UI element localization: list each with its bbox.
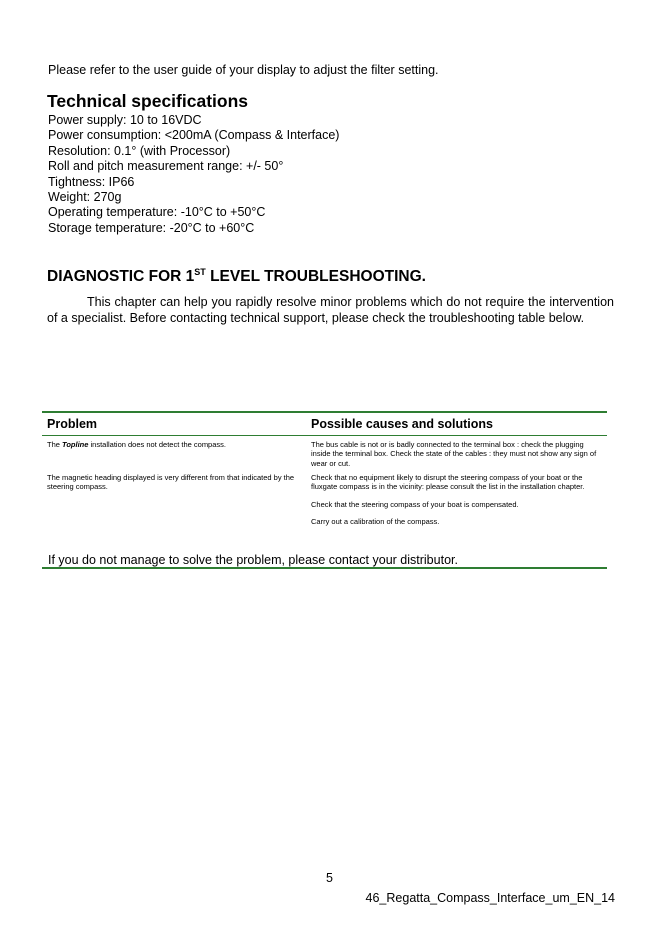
- spec-power-consumption: Power consumption: <200mA (Compass & Interface): [48, 128, 340, 143]
- intro-text: Please refer to the user guide of your display to adjust the filter setting.: [48, 63, 439, 77]
- table-row: [42, 436, 607, 473]
- topline-product-name: Topline: [62, 440, 89, 449]
- problem-cell: [42, 440, 311, 473]
- solution-text: Check that the steering compass of your boat is compensated.: [311, 499, 519, 509]
- problem-cell: The magnetic heading displayed is very different from that indicated by the steering compass.: [47, 473, 295, 492]
- diagnostic-heading-pre: DIAGNOSTIC FOR 1: [47, 268, 195, 285]
- spec-resolution: Resolution: 0.1° (with Processor): [48, 143, 231, 158]
- spec-tightness: Tightness: IP66: [48, 174, 135, 189]
- troubleshooting-table: [42, 411, 607, 569]
- diagnostic-heading: [47, 268, 426, 286]
- table-header-row: [42, 413, 607, 436]
- document-reference: 46_Regatta_Compass_Interface_um_EN_14: [365, 891, 615, 905]
- spec-power-supply: Power supply: 10 to 16VDC: [48, 113, 202, 127]
- problem-text-post: installation does not detect the compass.: [88, 440, 226, 449]
- diagnostic-heading-post: LEVEL TROUBLESHOOTING.: [205, 268, 426, 285]
- diagnostic-heading-sup: ST: [194, 267, 206, 277]
- spec-weight: Weight: 270g: [48, 190, 122, 205]
- solution-text: Carry out a calibration of the compass.: [311, 516, 440, 526]
- technical-specifications-heading: Technical specifications: [47, 91, 248, 111]
- specifications-list: [48, 113, 339, 236]
- closing-text: If you do not manage to solve the problem, please contact your distributor.: [48, 553, 458, 567]
- solutions-cell: [311, 440, 605, 473]
- problem-text-pre: The: [47, 440, 63, 449]
- table-header-problem: Problem: [47, 417, 98, 431]
- diagnostic-paragraph: This chapter can help you rapidly resolve minor problems which do not require the intervention of a specialist. Before contacting technical support, please check the troubleshooting table below.: [47, 295, 614, 325]
- page-number: 5: [326, 871, 333, 885]
- solution-text: Check that no equipment likely to disrupt the steering compass of your boat or the fluxgate compass is in the vicinity: please consult the list in the installation chapter.: [311, 473, 585, 492]
- table-header-solutions: Possible causes and solutions: [311, 417, 494, 431]
- spec-roll-pitch-range: Roll and pitch measurement range: +/- 50°: [48, 159, 284, 174]
- solution-text: The bus cable is not or is badly connected to the terminal box : check the plugging inside the terminal box. Check the state of the cables : they must not show any sign of wear or cut.: [311, 440, 597, 468]
- spec-storage-temperature: Storage temperature: -20°C to +60°C: [48, 220, 255, 235]
- spec-operating-temperature: Operating temperature: -10°C to +50°C: [48, 205, 266, 220]
